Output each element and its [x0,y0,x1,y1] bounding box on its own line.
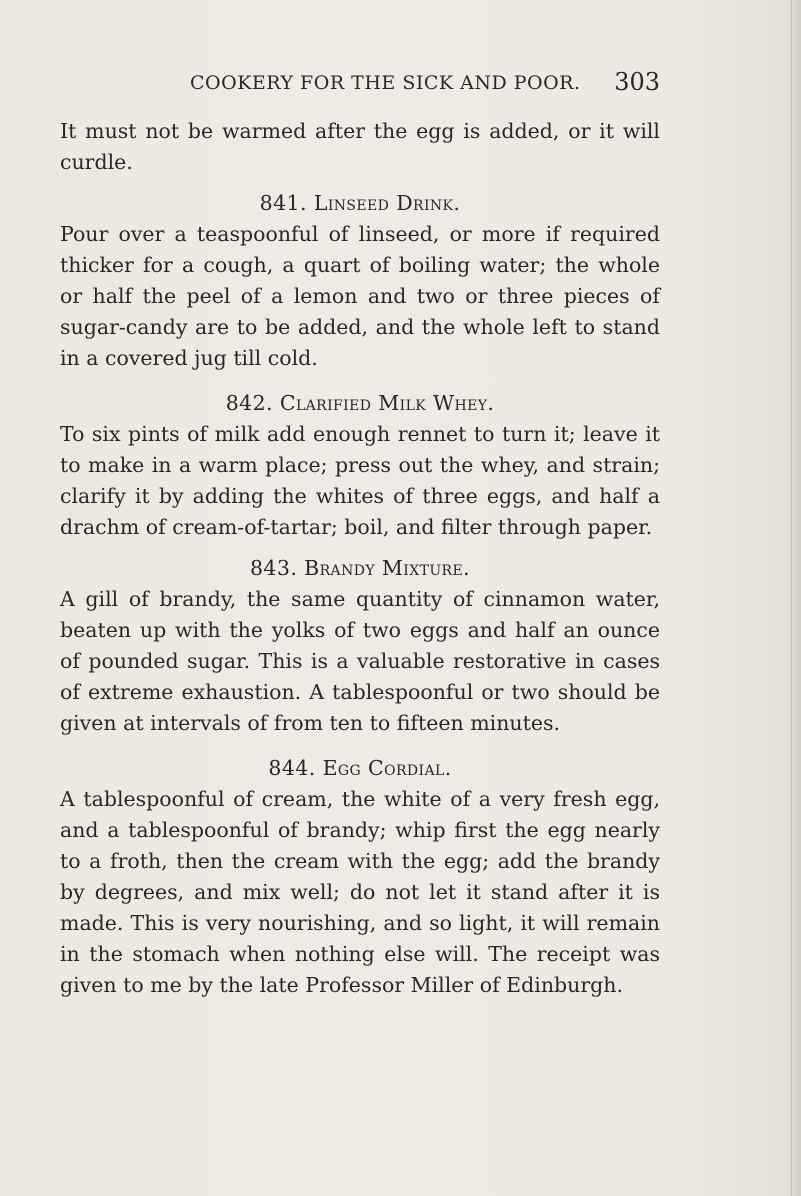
recipe-number: 843. [249,556,298,580]
recipe-heading-842 [60,388,660,419]
recipe-heading-841 [60,188,660,219]
continuation-paragraph: It must not be warmed after the egg is added, or it will curdle. [60,119,660,174]
recipe-number: 841. [259,191,307,215]
recipe-title: Egg Cordial. [322,756,452,780]
recipe-text-844: A tablespoonful of cream, the white of a very fresh egg, and a tablespoonful of brandy; whip first the egg nearly to a froth, then the cream with the egg; add the brandy by degrees, and mix well; do not let it stand after it is made. This is very nourishing, and so light, it will remain in the stomach when nothing else will. The receipt was given to me by the late Professor Miller of Edinburgh. [60,787,660,997]
recipe-number: 844. [268,756,316,780]
recipe-heading-844 [60,753,660,784]
recipe-text-843: A gill of brandy, the same quantity of cinnamon water, beaten up with the yolks of two eggs and half an ounce of pounded sugar. This is a valuable restorative in cases of extreme exhaustion. A tablespoonful or two should be given at intervals of from ten to fifteen minutes. [60,587,660,735]
recipe-title: Clarified Milk Whey. [279,391,495,415]
running-title: COOKERY FOR THE SICK AND POOR. [190,72,581,94]
recipe-heading-843 [60,553,660,584]
recipe-text-842: To six pints of milk add enough rennet to turn it; leave it to make in a warm place; press out the whey, and strain; clarify it by adding the whites of three eggs, and half a drachm of cream-of-tartar; boil, and filter through paper. [60,422,660,539]
running-head [60,68,660,102]
text-block [60,116,660,1001]
recipe-title: Linseed Drink. [313,191,461,215]
recipe-text-841: Pour over a teaspoonful of linseed, or more if required thicker for a cough, a quart of boiling water; the whole or half the peel of a lemon and two or three pieces of sugar-candy are to be added, and the whole left to stand in a covered jug till cold. [60,222,660,370]
page-number: 303 [614,68,660,96]
page-edge [787,0,801,1196]
recipe-number: 842. [225,391,273,415]
recipe-title: Brandy Mixture. [304,556,471,580]
